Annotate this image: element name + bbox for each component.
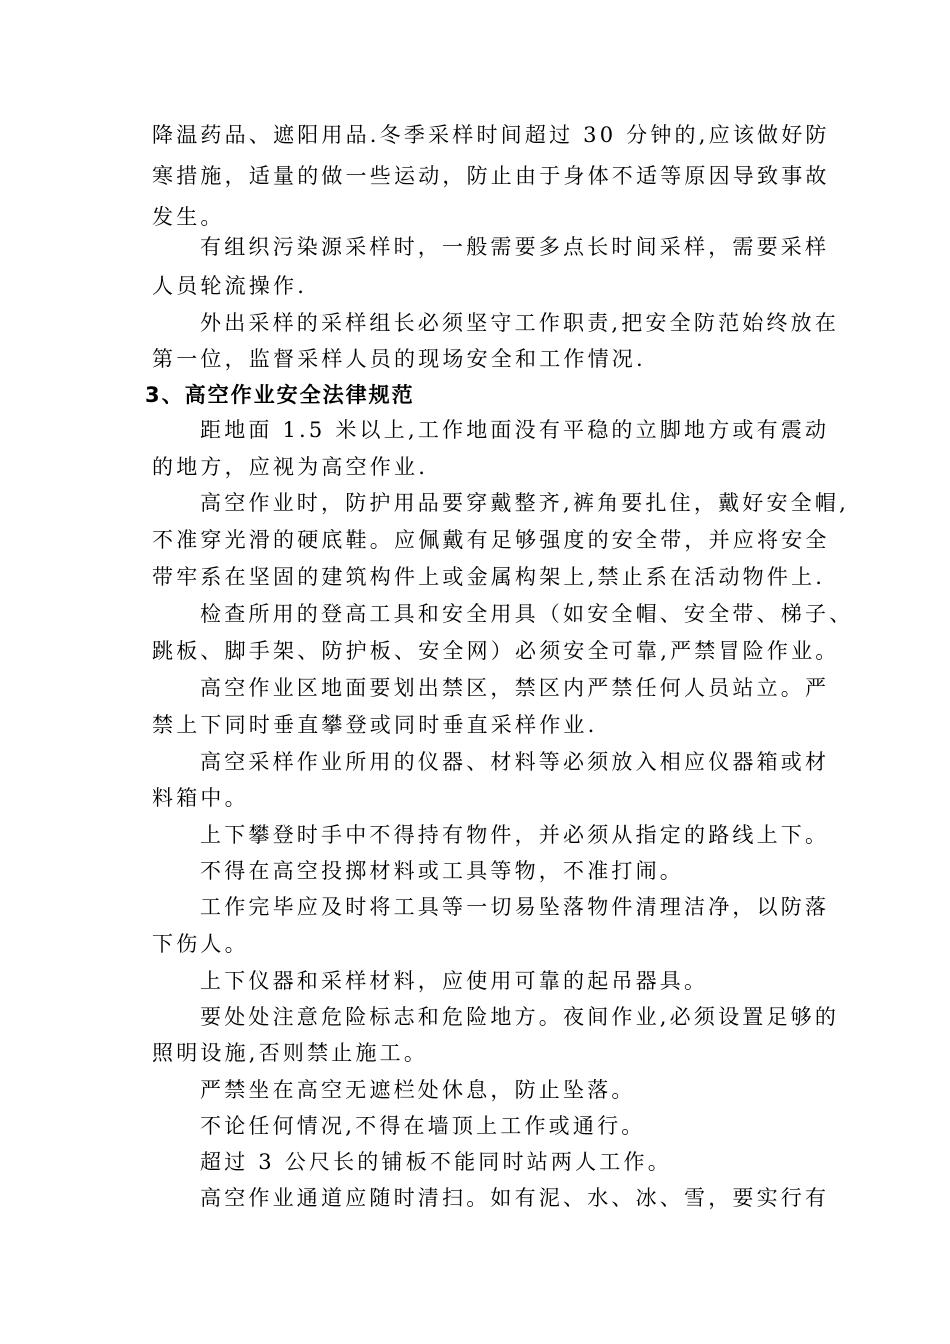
text-line: 寒措施，适量的做一些运动，防止由于身体不适等原因导致事故: [152, 164, 830, 188]
text-line: 距地面 1.5 米以上,工作地面没有平稳的立脚地方或有震动: [200, 418, 830, 442]
text-line: 的地方，应视为高空作业.: [152, 455, 429, 479]
text-line: 人员轮流操作.: [152, 274, 308, 298]
section-heading: 3、高空作业安全法律规范: [145, 383, 415, 407]
text-line: 跳板、脚手架、防护板、安全网）必须安全可靠,严禁冒险作业。: [152, 639, 840, 663]
text-line: 严禁坐在高空无遮栏处休息，防止坠落。: [200, 1078, 636, 1102]
text-line: 上下攀登时手中不得持有物件，并必须从指定的路线上下。: [200, 823, 830, 847]
text-line: 超过 3 公尺长的铺板不能同时站两人工作。: [200, 1150, 672, 1174]
text-line: 第一位，监督采样人员的现场安全和工作情况.: [152, 347, 646, 371]
text-line: 不得在高空投掷材料或工具等物，不准打闹。: [200, 859, 684, 883]
text-line: 不论任何情况,不得在墙顶上工作或通行。: [200, 1114, 646, 1138]
text-line: 照明设施,否则禁止施工。: [152, 1041, 429, 1065]
text-line: 高空作业时，防护用品要穿戴整齐,裤角要扎住，戴好安全帽,: [200, 491, 849, 515]
text-line: 工作完毕应及时将工具等一切易坠落物件清理洁净，以防落: [200, 895, 830, 919]
text-line: 下伤人。: [152, 932, 249, 956]
text-line: 要处处注意危险标志和危险地方。夜间作业,必须设置足够的: [200, 1005, 840, 1029]
text-line: 不准穿光滑的硬底鞋。应佩戴有足够强度的安全带，并应将安全: [152, 528, 830, 552]
text-line: 高空采样作业所用的仪器、材料等必须放入相应仪器箱或材: [200, 750, 830, 774]
text-line: 带牢系在坚固的建筑构件上或金属构架上,禁止系在活动物件上.: [152, 565, 826, 589]
text-line: 料箱中。: [152, 786, 249, 810]
text-line: 发生。: [152, 205, 225, 229]
text-line: 外出采样的采样组长必须坚守工作职责,把安全防范始终放在: [200, 311, 840, 335]
text-line: 禁上下同时垂直攀登或同时垂直采样作业.: [152, 713, 598, 737]
text-line: 降温药品、遮阳用品.冬季采样时间超过 30 分钟的,应该做好防: [152, 123, 830, 147]
text-line: 检查所用的登高工具和安全用具（如安全帽、安全带、梯子、: [200, 602, 854, 626]
text-line: 高空作业区地面要划出禁区，禁区内严禁任何人员站立。严: [200, 676, 830, 700]
text-line: 有组织污染源采样时，一般需要多点长时间采样，需要采样: [200, 235, 830, 259]
text-line: 上下仪器和采样材料，应使用可靠的起吊器具。: [200, 969, 709, 993]
text-line: 高空作业通道应随时清扫。如有泥、水、冰、雪，要实行有: [200, 1186, 830, 1210]
